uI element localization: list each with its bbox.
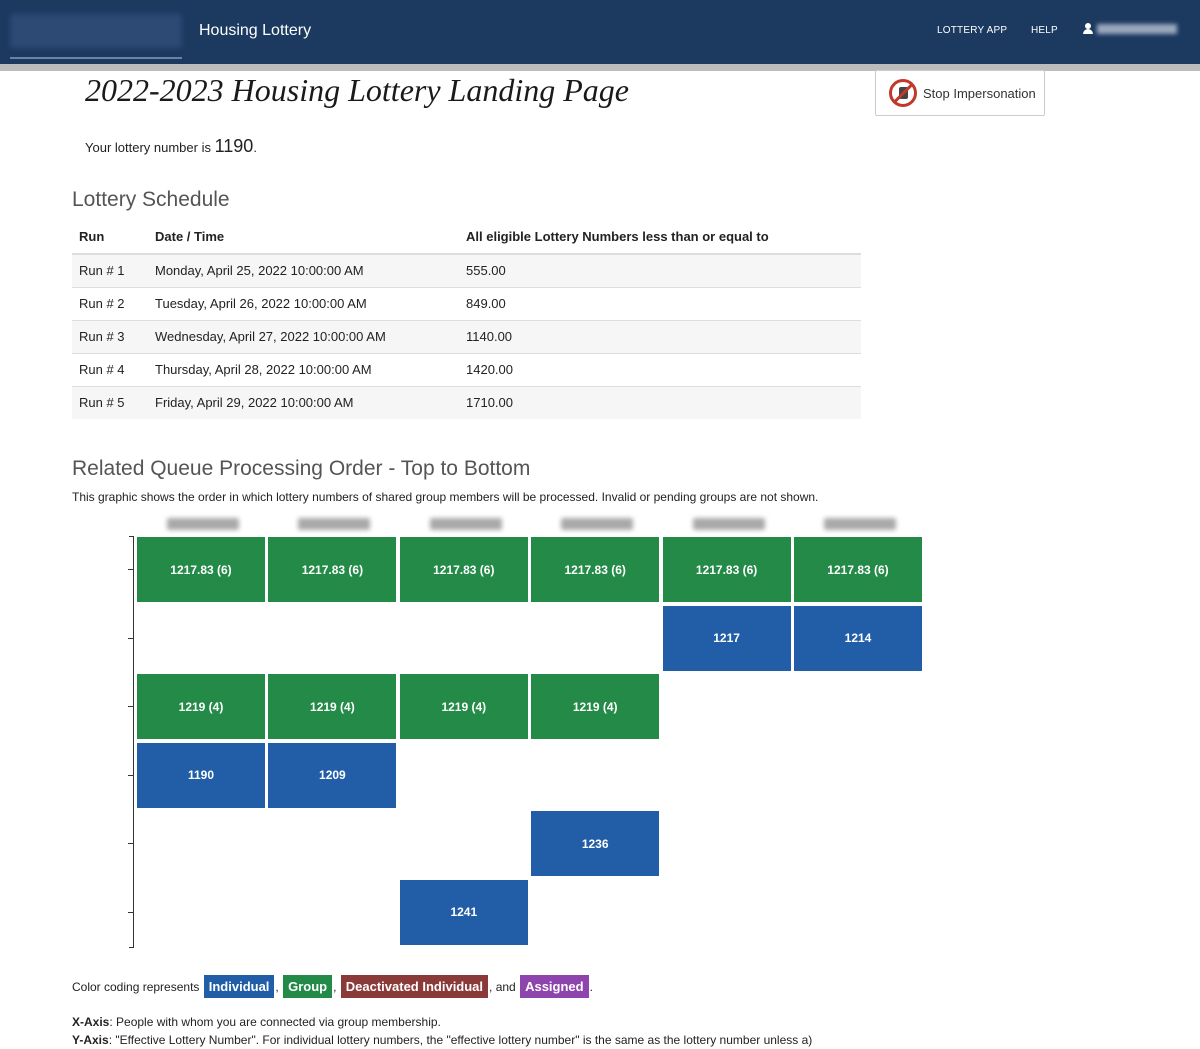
queue-note: This graphic shows the order in which lottery numbers of shared group members will be processed. Invalid or pending groups are not shown.: [72, 490, 819, 504]
color-legend: Color coding represents Individual , Group , Deactivated Individual , and Assigned .: [72, 975, 593, 998]
individual-lottery-cell[interactable]: 1217: [663, 606, 791, 671]
eligible-cell: 849.00: [459, 287, 861, 320]
eligible-cell: 1710.00: [459, 386, 861, 419]
y-tick: [128, 706, 133, 707]
group-lottery-cell[interactable]: 1219 (4): [400, 674, 528, 739]
group-lottery-cell[interactable]: 1219 (4): [268, 674, 396, 739]
group-lottery-cell[interactable]: 1217.83 (6): [663, 537, 791, 602]
legend-prefix: Color coding represents: [72, 979, 200, 994]
datetime-cell: Friday, April 29, 2022 10:00:00 AM: [148, 386, 459, 419]
user-name-redacted: [1097, 24, 1177, 34]
top-navbar: [0, 0, 1200, 64]
individual-lottery-cell[interactable]: 1236: [531, 811, 659, 876]
x-axis-note-label: X-Axis: [72, 1015, 110, 1029]
eligible-cell: 1140.00: [459, 320, 861, 353]
group-lottery-cell[interactable]: 1217.83 (6): [531, 537, 659, 602]
queue-title: Related Queue Processing Order - Top to Bottom: [72, 457, 531, 480]
lottery-number-value: 1190: [214, 136, 254, 156]
datetime-cell: Thursday, April 28, 2022 10:00:00 AM: [148, 353, 459, 386]
individual-lottery-cell[interactable]: 1190: [137, 743, 265, 808]
group-lottery-cell[interactable]: 1219 (4): [137, 674, 265, 739]
table-row: [72, 320, 861, 353]
y-axis-cap-bottom: [129, 947, 134, 948]
user-menu[interactable]: [1083, 23, 1177, 34]
datetime-cell: Tuesday, April 26, 2022 10:00:00 AM: [148, 287, 459, 320]
y-tick: [128, 775, 133, 776]
brand-logo[interactable]: [10, 14, 182, 48]
individual-lottery-cell[interactable]: 1214: [794, 606, 922, 671]
run-cell: Run # 5: [72, 386, 148, 419]
run-cell: Run # 1: [72, 254, 148, 287]
individual-lottery-cell[interactable]: 1209: [268, 743, 396, 808]
app-title[interactable]: Housing Lottery: [199, 22, 312, 39]
stop-impersonation-button[interactable]: [875, 70, 1045, 116]
brand-underline: [10, 57, 182, 59]
group-lottery-cell[interactable]: 1217.83 (6): [794, 537, 922, 602]
table-row: [72, 287, 861, 320]
run-cell: Run # 2: [72, 287, 148, 320]
eligible-cell: 1420.00: [459, 353, 861, 386]
legend-and: and: [495, 979, 516, 994]
y-axis-line: [133, 536, 134, 948]
y-tick: [128, 912, 133, 913]
nav-link-help[interactable]: HELP: [1031, 25, 1058, 36]
table-row: [72, 386, 861, 419]
no-entry-icon: [889, 79, 917, 107]
legend-assigned-badge: Assigned: [520, 975, 589, 998]
y-tick: [128, 569, 133, 570]
run-cell: Run # 3: [72, 320, 148, 353]
column-header-redacted: [167, 518, 239, 530]
column-header-redacted: [693, 518, 765, 530]
run-cell: Run # 4: [72, 353, 148, 386]
nav-link-lottery-app[interactable]: LOTTERY APP: [937, 25, 1008, 36]
page-title: 2022-2023 Housing Lottery Landing Page: [85, 72, 629, 108]
column-header-redacted: [298, 518, 370, 530]
y-axis-note-text: : "Effective Lottery Number". For individual lottery numbers, the "effective lottery number" is the same as the lottery number unless a): [108, 1033, 813, 1047]
col-header-eligible: All eligible Lottery Numbers less than or equal to: [459, 220, 861, 254]
datetime-cell: Wednesday, April 27, 2022 10:00:00 AM: [148, 320, 459, 353]
y-axis-cap-top: [129, 536, 134, 537]
user-icon: [1083, 23, 1093, 34]
x-axis-note-text: : People with whom you are connected via group membership.: [109, 1015, 441, 1029]
table-row: [72, 254, 861, 287]
y-tick: [128, 638, 133, 639]
schedule-title: Lottery Schedule: [72, 188, 230, 211]
column-header-redacted: [561, 518, 633, 530]
legend-deactivated-badge: Deactivated Individual: [341, 975, 488, 998]
column-header-redacted: [430, 518, 502, 530]
individual-lottery-cell[interactable]: 1241: [400, 880, 528, 945]
datetime-cell: Monday, April 25, 2022 10:00:00 AM: [148, 254, 459, 287]
legend-group-badge: Group: [283, 975, 332, 998]
table-row: [72, 353, 861, 386]
stop-impersonation-label: Stop Impersonation: [923, 85, 1036, 101]
y-tick: [128, 843, 133, 844]
y-axis-note-label: Y-Axis: [72, 1033, 109, 1047]
col-header-run: Run: [72, 220, 148, 254]
group-lottery-cell[interactable]: 1219 (4): [531, 674, 659, 739]
group-lottery-cell[interactable]: 1217.83 (6): [268, 537, 396, 602]
column-header-redacted: [824, 518, 896, 530]
lottery-number-prefix: Your lottery number is: [85, 140, 211, 155]
eligible-cell: 555.00: [459, 254, 861, 287]
legend-individual-badge: Individual: [204, 975, 275, 998]
schedule-table: [72, 220, 861, 419]
col-header-datetime: Date / Time: [148, 220, 459, 254]
group-lottery-cell[interactable]: 1217.83 (6): [137, 537, 265, 602]
group-lottery-cell[interactable]: 1217.83 (6): [400, 537, 528, 602]
lottery-number-line: Your lottery number is 1190.: [85, 136, 257, 156]
schedule-header-row: [72, 220, 861, 254]
